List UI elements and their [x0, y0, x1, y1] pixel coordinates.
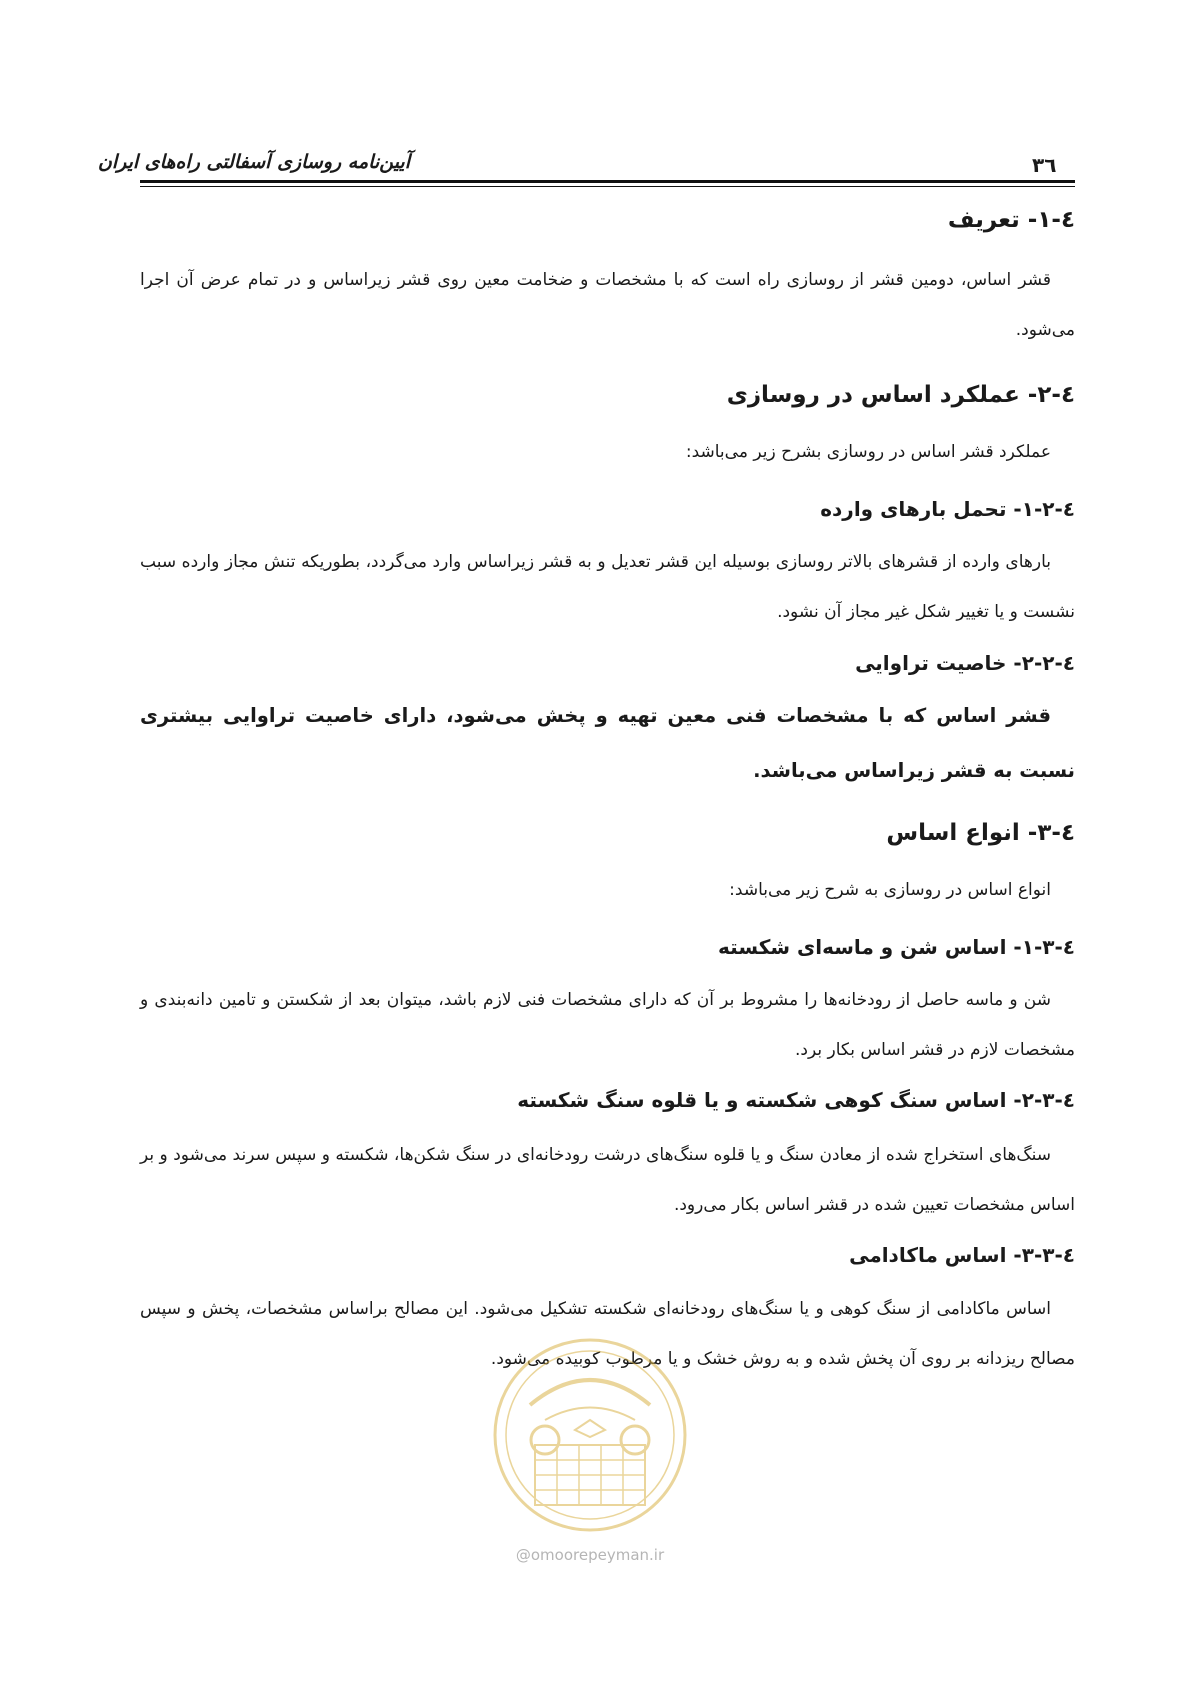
- watermark-url: @omoorepeyman.ir: [515, 1546, 665, 1564]
- page-number: ۳٦: [1032, 153, 1057, 177]
- subsection-heading-4-2-2: ٤-٢-٢- خاصیت تراوایی: [855, 651, 1075, 675]
- section-heading-4-2: ٤-٢- عملکرد اساس در روسازی: [726, 382, 1075, 408]
- subsection-paragraph-4-3-2: سنگ‌های استخراج شده از معادن سنگ و یا قلوه سنگ‌های درشت رودخانه‌ای در سنگ شکن‌ها، شکسته و سپس سرند می‌شود و بر اساس مشخصات تعیین شده در قشر اساس بکار می‌رود.: [140, 1145, 1075, 1215]
- running-header-title: آیین‌نامه روسازی آسفالتی راه‌های ایران: [97, 151, 410, 173]
- subsection-heading-4-3-2: ٤-٣-٢- اساس سنگ کوهی شکسته و یا قلوه سنگ شکسته: [517, 1088, 1075, 1112]
- subsection-heading-4-3-1: ٤-٣-١- اساس شن و ماسه‌ای شکسته: [718, 935, 1075, 959]
- section-paragraph-4-3: انواع اساس در روسازی به شرح زیر می‌باشد:: [729, 880, 1051, 900]
- subsection-heading-4-2-1: ٤-٢-١- تحمل بارهای وارده: [820, 497, 1075, 521]
- section-paragraph-4-1: قشر اساس، دومین قشر از روسازی راه است که با مشخصات و ضخامت معین روی قشر زیراساس و در تمام عرض آن اجرا می‌شود.: [140, 270, 1075, 340]
- subsection-paragraph-4-2-1: بارهای وارده از قشرهای بالاتر روسازی بوسیله این قشر تعدیل و به قشر زیراساس وارد می‌گردد، بطوریکه تنش مجاز وارده سبب نشست و یا تغییر شکل غیر مجاز آن نشود.: [140, 552, 1075, 622]
- page-body: [140, 0, 1075, 1684]
- section-heading-4-3: ٤-٣- انواع اساس: [886, 820, 1075, 846]
- subsection-paragraph-4-3-1: شن و ماسه حاصل از رودخانه‌ها را مشروط بر آن که دارای مشخصات فنی لازم باشد، میتوان بعد از شکستن و تامین دانه‌بندی و مشخصات لازم در قشر اساس بکار برد.: [140, 990, 1075, 1060]
- subsection-paragraph-4-3-3: اساس ماکادامی از سنگ کوهی و یا سنگ‌های رودخانه‌ای شکسته تشکیل می‌شود. این مصالح براساس مشخصات، پخش و سپس مصالح ریزدانه بر روی آن پخش شده و به روش خشک و یا مرطوب کوبیده می‌شود.: [140, 1299, 1075, 1369]
- subsection-heading-4-3-3: ٤-٣-٣- اساس ماکادامی: [849, 1243, 1075, 1267]
- section-paragraph-4-2: عملکرد قشر اساس در روسازی بشرح زیر می‌باشد:: [685, 442, 1051, 462]
- subsection-paragraph-4-2-2: قشر اساس که با مشخصات فنی معین تهیه و پخش می‌شود، دارای خاصیت تراوایی بیشتری نسبت به قشر زیراساس می‌باشد.: [140, 704, 1075, 782]
- section-heading-4-1: ٤-١- تعریف: [947, 207, 1075, 233]
